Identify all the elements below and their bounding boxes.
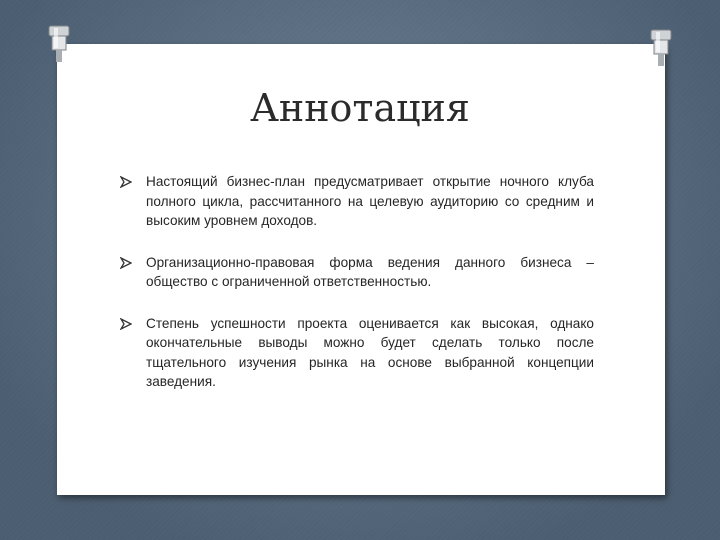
list-item bbox=[118, 172, 594, 231]
arrowhead-bullet-icon bbox=[120, 257, 132, 269]
bullet-list bbox=[118, 172, 594, 414]
arrowhead-bullet-icon bbox=[120, 318, 132, 330]
bullet-text: Организационно-правовая форма ведения данного бизнеса – общество с ограниченной ответственностью. bbox=[146, 254, 594, 289]
thumbtack-icon bbox=[46, 24, 72, 64]
list-item bbox=[118, 253, 594, 292]
thumbtack-icon bbox=[648, 28, 674, 68]
bullet-text: Степень успешности проекта оценивается как высокая, однако окончательные выводы можно будет сделать только после тщательного изучения рынка на основе выбранной концепции заведения. bbox=[146, 315, 594, 389]
bullet-text: Настоящий бизнес-план предусматривает открытие ночного клуба полного цикла, рассчитанного на целевую аудиторию со средним и высоким уровнем доходов. bbox=[146, 174, 594, 228]
list-item bbox=[118, 314, 594, 392]
slide-title: Аннотация bbox=[250, 86, 470, 130]
arrowhead-bullet-icon bbox=[120, 176, 132, 188]
